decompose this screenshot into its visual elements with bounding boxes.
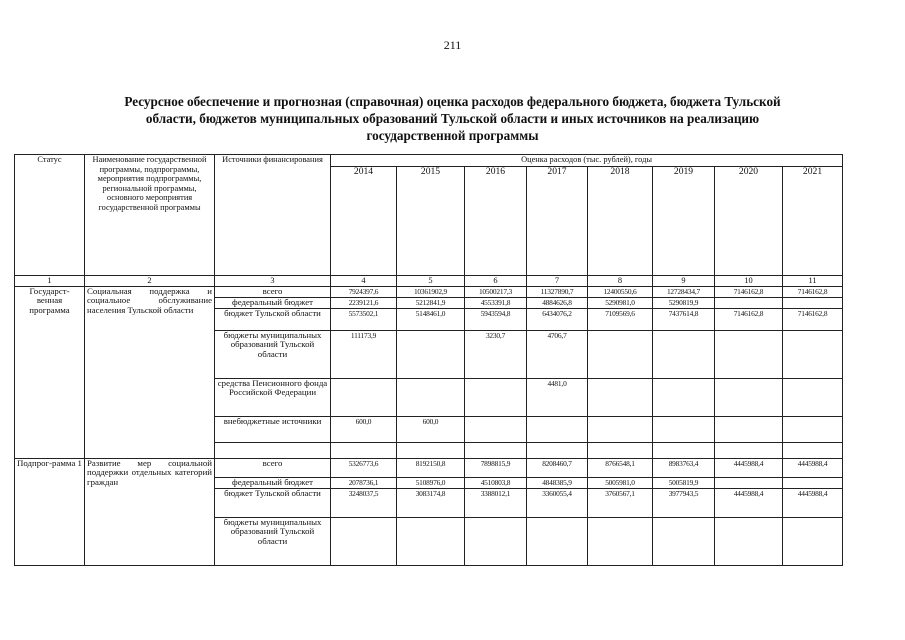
empty-cell (588, 442, 653, 458)
amount-cell: 5005981,0 (588, 477, 653, 488)
amount-cell: 4884626,8 (527, 297, 588, 308)
amount-cell (715, 416, 783, 442)
column-number: 8 (588, 276, 653, 287)
amount-cell: 12400550,6 (588, 286, 653, 297)
amount-cell (527, 517, 588, 565)
amount-cell: 111173,9 (331, 330, 397, 378)
row-status: Государст-венная программа (15, 286, 85, 458)
amount-cell (783, 378, 843, 416)
amount-cell (397, 378, 465, 416)
amount-cell (715, 378, 783, 416)
column-number: 3 (215, 276, 331, 287)
document-title (60, 93, 845, 144)
amount-cell: 5148461,0 (397, 308, 465, 330)
amount-cell: 5326773,6 (331, 458, 397, 477)
funding-source: внебюджетные источники (215, 416, 331, 442)
amount-cell: 2078736,1 (331, 477, 397, 488)
header-year: 2018 (588, 167, 653, 276)
empty-cell (331, 442, 397, 458)
amount-cell: 6434076,2 (527, 308, 588, 330)
amount-cell (588, 378, 653, 416)
amount-cell (465, 378, 527, 416)
table-row (15, 286, 843, 297)
row-program-name: Социальная поддержка и социальное обслуживание населения Тульской области (85, 286, 215, 458)
column-number: 9 (653, 276, 715, 287)
budget-table (14, 154, 843, 566)
amount-cell (715, 517, 783, 565)
amount-cell (465, 517, 527, 565)
amount-cell: 8192150,8 (397, 458, 465, 477)
amount-cell: 600,0 (331, 416, 397, 442)
amount-cell: 7146162,8 (783, 308, 843, 330)
column-number: 10 (715, 276, 783, 287)
amount-cell: 7437614,8 (653, 308, 715, 330)
header-name: Наименование государственной программы, подпрограммы, мероприятия подпрограммы, региональной программы, основного мероприятия государственной программы (85, 155, 215, 276)
column-number: 6 (465, 276, 527, 287)
header-year: 2021 (783, 167, 843, 276)
amount-cell: 3230,7 (465, 330, 527, 378)
column-number: 11 (783, 276, 843, 287)
amount-cell: 5943594,8 (465, 308, 527, 330)
funding-source: бюджеты муниципальных образований Тульской области (215, 517, 331, 565)
funding-source: федеральный бюджет (215, 297, 331, 308)
empty-cell (397, 442, 465, 458)
column-number: 7 (527, 276, 588, 287)
page-number: 211 (443, 38, 462, 52)
amount-cell: 2239121,6 (331, 297, 397, 308)
empty-cell (215, 442, 331, 458)
amount-cell: 3360055,4 (527, 488, 588, 517)
amount-cell: 3083174,8 (397, 488, 465, 517)
amount-cell (397, 330, 465, 378)
amount-cell: 7146162,8 (783, 286, 843, 297)
amount-cell: 3388012,1 (465, 488, 527, 517)
funding-source: средства Пенсионного фонда Российской Федерации (215, 378, 331, 416)
empty-cell (527, 442, 588, 458)
amount-cell: 5290819,9 (653, 297, 715, 308)
amount-cell: 4848385,9 (527, 477, 588, 488)
amount-cell: 7109569,6 (588, 308, 653, 330)
amount-cell (588, 330, 653, 378)
amount-cell (465, 416, 527, 442)
title-line: области, бюджетов муниципальных образований Тульской области и иных источников на реализацию (145, 111, 760, 126)
amount-cell: 5290981,0 (588, 297, 653, 308)
amount-cell (783, 477, 843, 488)
amount-cell (783, 416, 843, 442)
amount-cell (653, 378, 715, 416)
empty-cell (715, 442, 783, 458)
amount-cell: 5573502,1 (331, 308, 397, 330)
amount-cell: 4481,0 (527, 378, 588, 416)
amount-cell: 8766548,1 (588, 458, 653, 477)
amount-cell (397, 517, 465, 565)
amount-cell: 3977943,5 (653, 488, 715, 517)
column-number: 5 (397, 276, 465, 287)
amount-cell: 5005819,9 (653, 477, 715, 488)
amount-cell (783, 517, 843, 565)
column-number: 2 (85, 276, 215, 287)
amount-cell (588, 416, 653, 442)
header-year: 2016 (465, 167, 527, 276)
amount-cell: 4445988,4 (715, 488, 783, 517)
amount-cell (653, 330, 715, 378)
header-year: 2019 (653, 167, 715, 276)
header-estimate: Оценка расходов (тыс. рублей), годы (331, 155, 843, 167)
amount-cell (653, 416, 715, 442)
amount-cell (331, 378, 397, 416)
empty-cell (783, 442, 843, 458)
funding-source: бюджет Тульской области (215, 488, 331, 517)
amount-cell: 8983763,4 (653, 458, 715, 477)
header-status: Статус (15, 155, 85, 276)
empty-cell (653, 442, 715, 458)
amount-cell: 4706,7 (527, 330, 588, 378)
column-number: 1 (15, 276, 85, 287)
amount-cell: 5212841,9 (397, 297, 465, 308)
amount-cell (527, 416, 588, 442)
amount-cell: 7146162,8 (715, 308, 783, 330)
amount-cell: 10361902,9 (397, 286, 465, 297)
funding-source: федеральный бюджет (215, 477, 331, 488)
amount-cell (653, 517, 715, 565)
amount-cell: 4510803,8 (465, 477, 527, 488)
table-row (15, 458, 843, 477)
amount-cell (783, 297, 843, 308)
amount-cell: 7924397,6 (331, 286, 397, 297)
amount-cell: 10500217,3 (465, 286, 527, 297)
amount-cell (715, 330, 783, 378)
amount-cell: 3248037,5 (331, 488, 397, 517)
amount-cell: 7146162,8 (715, 286, 783, 297)
funding-source: всего (215, 286, 331, 297)
amount-cell: 4553391,8 (465, 297, 527, 308)
funding-source: бюджет Тульской области (215, 308, 331, 330)
amount-cell: 11327890,7 (527, 286, 588, 297)
header-sources: Источники финансирования (215, 155, 331, 276)
title-line: государственной программы (366, 128, 539, 143)
amount-cell: 4445988,4 (783, 458, 843, 477)
amount-cell (783, 330, 843, 378)
header-year: 2014 (331, 167, 397, 276)
amount-cell: 12728434,7 (653, 286, 715, 297)
funding-source: бюджеты муниципальных образований Тульской области (215, 330, 331, 378)
row-program-name: Развитие мер социальной поддержки отдельных категорий граждан (85, 458, 215, 565)
title-line: Ресурсное обеспечение и прогнозная (справочная) оценка расходов федерального бюджета, бюджета Тульской (124, 94, 781, 109)
amount-cell: 7898815,9 (465, 458, 527, 477)
amount-cell: 4445988,4 (715, 458, 783, 477)
header-year: 2020 (715, 167, 783, 276)
amount-cell: 3760567,1 (588, 488, 653, 517)
row-status: Подпрог-рамма 1 (15, 458, 85, 565)
amount-cell (715, 477, 783, 488)
amount-cell (715, 297, 783, 308)
empty-cell (465, 442, 527, 458)
funding-source: всего (215, 458, 331, 477)
header-year: 2015 (397, 167, 465, 276)
amount-cell (588, 517, 653, 565)
header-year: 2017 (527, 167, 588, 276)
column-number: 4 (331, 276, 397, 287)
amount-cell: 4445988,4 (783, 488, 843, 517)
amount-cell: 8208460,7 (527, 458, 588, 477)
amount-cell (331, 517, 397, 565)
amount-cell: 5108976,0 (397, 477, 465, 488)
amount-cell: 600,0 (397, 416, 465, 442)
